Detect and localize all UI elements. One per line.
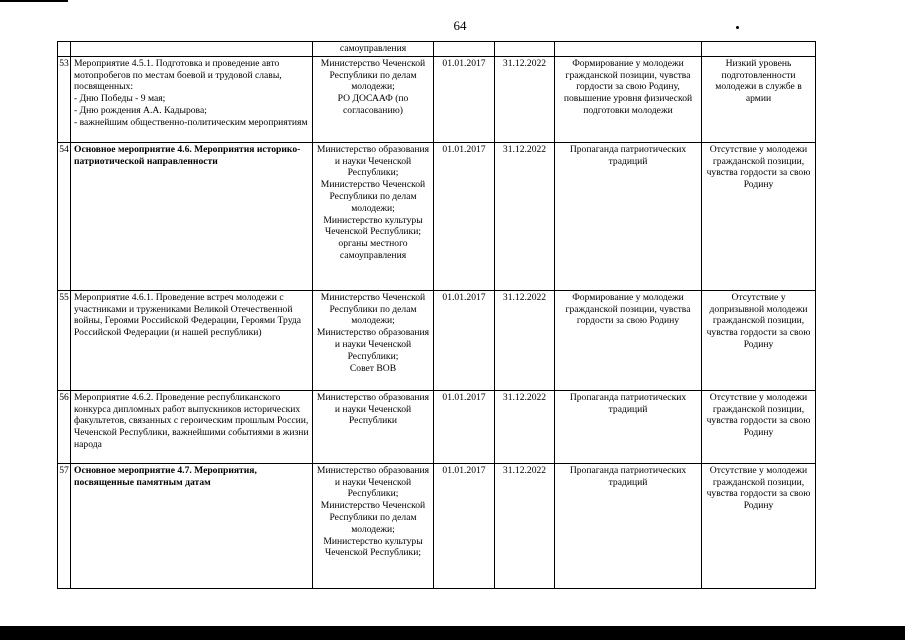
risk-cell	[702, 42, 816, 57]
table-row	[58, 290, 816, 390]
event-cell: Основное мероприятие 4.6. Мероприятия историко-патриотической направленности	[71, 142, 313, 290]
start-date-cell: 01.01.2017	[434, 142, 495, 290]
table-row	[58, 390, 816, 463]
start-date-cell: 01.01.2017	[434, 463, 495, 588]
row-number	[58, 42, 71, 57]
end-date-cell	[495, 42, 555, 57]
executor-cell: Министерство образования и науки Чеченской Республики; Министерство Чеченской Республики по делам молодежи; Министерство культуры Чеченской Республики;	[313, 463, 434, 588]
row-number: 53	[58, 56, 71, 142]
event-cell: Мероприятие 4.5.1. Подготовка и проведение авто мотопробегов по местам боевой и трудовой славы, посвященных: - Дню Победы - 9 мая; - Дню рождения А.А. Кадырова; - важнейшим общественно-политическим мероприятиям	[71, 56, 313, 142]
result-cell: Формирование у молодежи гражданской позиции, чувства гордости за свою Родину, повышение уровня физической подготовки молодежи	[555, 56, 702, 142]
end-date-cell: 31.12.2022	[495, 290, 555, 390]
end-date-cell: 31.12.2022	[495, 390, 555, 463]
table-row	[58, 42, 816, 57]
result-cell: Формирование у молодежи гражданской позиции, чувства гордости за свою Родину	[555, 290, 702, 390]
page-number: 64	[453, 18, 467, 33]
scan-bottom-edge	[0, 626, 905, 640]
risk-cell: Отсутствие у молодежи гражданской позиции, чувства гордости за свою Родину	[702, 390, 816, 463]
row-number: 57	[58, 463, 71, 588]
risk-cell: Низкий уровень подготовленности молодежи в службе в армии	[702, 56, 816, 142]
executor-cell: Министерство образования и науки Чеченской Республики	[313, 390, 434, 463]
executor-cell: Министерство Чеченской Республики по делам молодежи; РО ДОСААФ (по согласованию)	[313, 56, 434, 142]
table-row	[58, 56, 816, 142]
result-cell: Пропаганда патриотических традиций	[555, 142, 702, 290]
event-cell: Мероприятие 4.6.2. Проведение республиканского конкурса дипломных работ выпускников исторических факультетов, связанных с героическим прошлым России, Чеченской Республики, важнейшими событиями в жизни народа	[71, 390, 313, 463]
top-rule	[0, 0, 68, 2]
result-cell: Пропаганда патриотических традиций	[555, 463, 702, 588]
row-number: 54	[58, 142, 71, 290]
end-date-cell: 31.12.2022	[495, 142, 555, 290]
risk-cell: Отсутствие у допризывной молодежи гражданской позиции, чувства гордости за свою Родину	[702, 290, 816, 390]
event-cell	[71, 42, 313, 57]
risk-cell: Отсутствие у молодежи гражданской позиции, чувства гордости за свою Родину	[702, 142, 816, 290]
table-row	[58, 142, 816, 290]
scan-speck	[736, 26, 739, 29]
result-cell	[555, 42, 702, 57]
end-date-cell: 31.12.2022	[495, 463, 555, 588]
table-row	[58, 463, 816, 588]
start-date-cell: 01.01.2017	[434, 290, 495, 390]
event-cell: Основное мероприятие 4.7. Мероприятия, посвященные памятным датам	[71, 463, 313, 588]
executor-cell: Министерство образования и науки Чеченской Республики; Министерство Чеченской Республики по делам молодежи; Министерство культуры Чеченской Республики; органы местного самоуправления	[313, 142, 434, 290]
executor-cell: Министерство Чеченской Республики по делам молодежи; Министерство образования и науки Чеченской Республики; Совет ВОВ	[313, 290, 434, 390]
risk-cell: Отсутствие у молодежи гражданской позиции, чувства гордости за свою Родину	[702, 463, 816, 588]
event-cell: Мероприятие 4.6.1. Проведение встреч молодежи с участниками и тружениками Великой Отечественной войны, Героями Российской Федерации, Героями Труда Российской Федерации (и нашей республики)	[71, 290, 313, 390]
start-date-cell	[434, 42, 495, 57]
start-date-cell: 01.01.2017	[434, 56, 495, 142]
executor-cell: самоуправления	[313, 42, 434, 57]
program-table	[57, 41, 816, 589]
start-date-cell: 01.01.2017	[434, 390, 495, 463]
end-date-cell: 31.12.2022	[495, 56, 555, 142]
row-number: 55	[58, 290, 71, 390]
row-number: 56	[58, 390, 71, 463]
result-cell: Пропаганда патриотических традиций	[555, 390, 702, 463]
